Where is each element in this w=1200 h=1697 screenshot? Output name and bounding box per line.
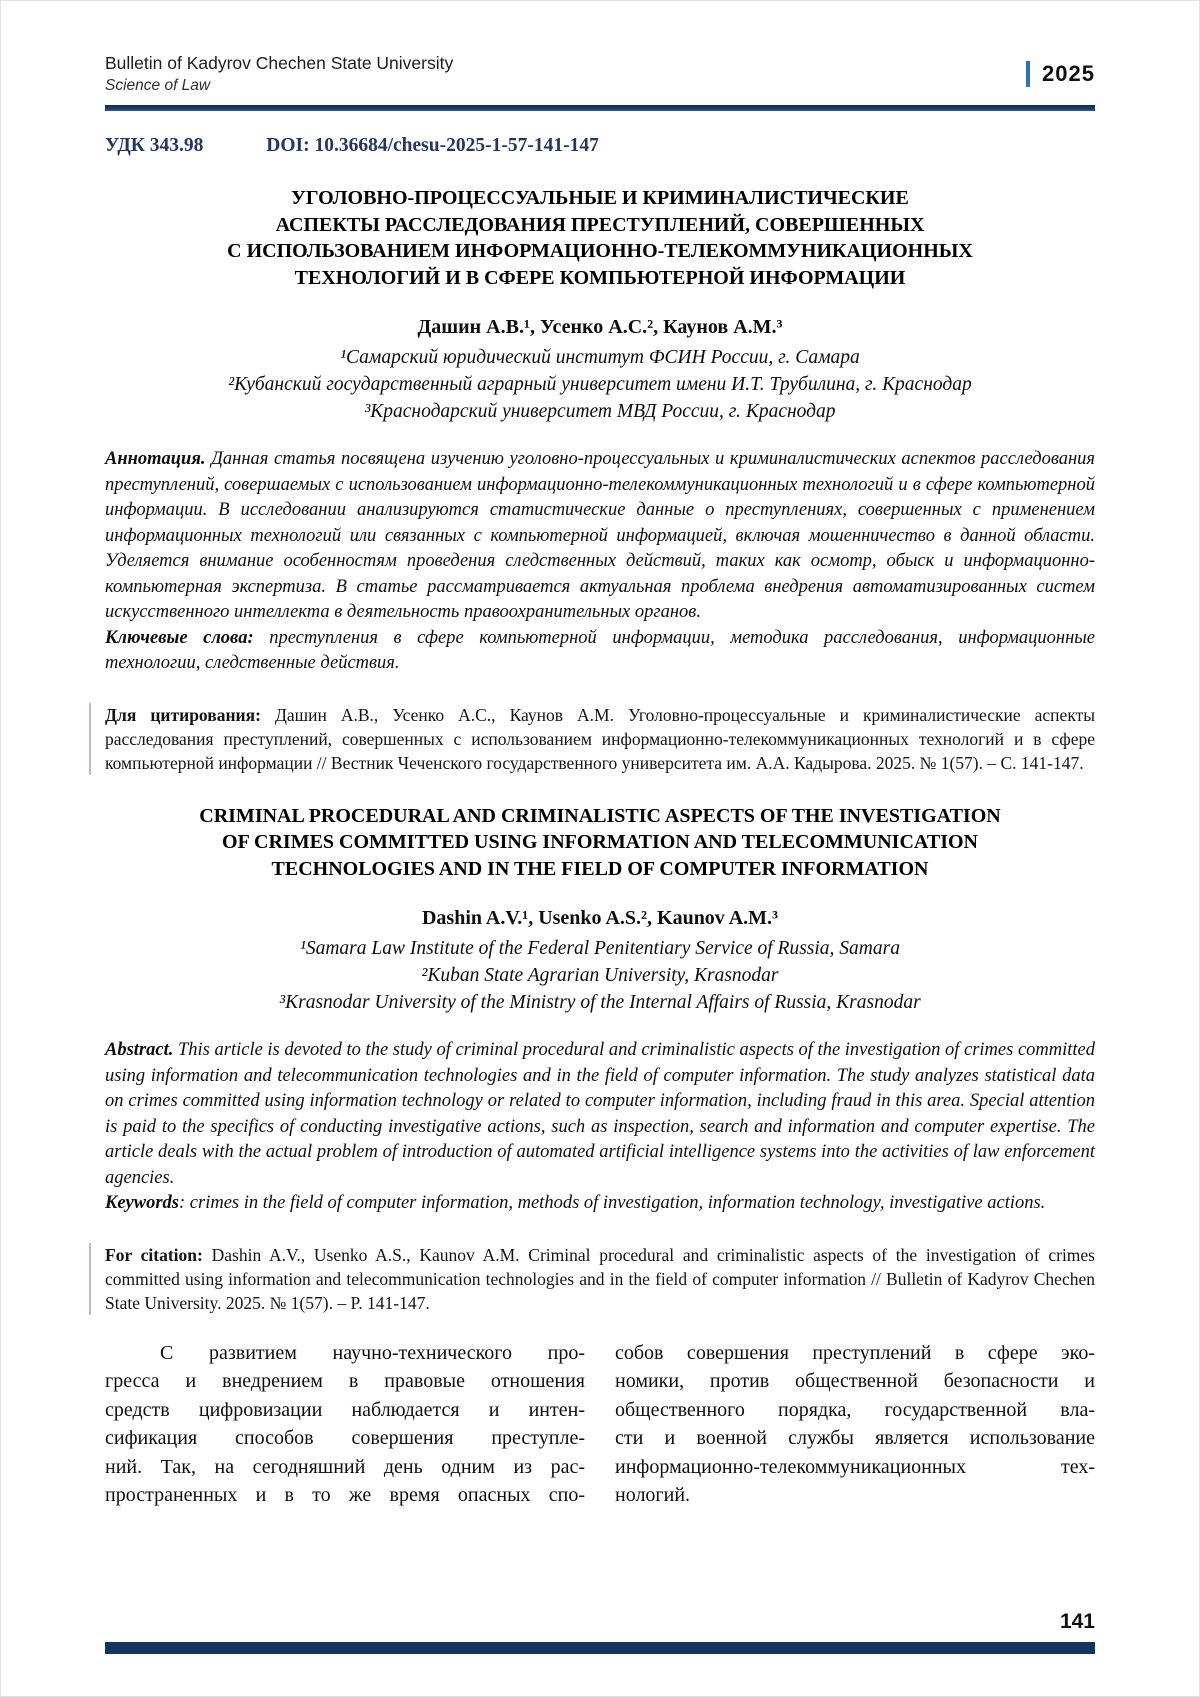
year-divider-bar <box>1026 61 1030 87</box>
journal-year: 2025 <box>1042 61 1095 86</box>
affiliation-en-1: ¹Samara Law Institute of the Federal Penitentiary Service of Russia, Samara <box>300 938 900 959</box>
header-rule <box>105 105 1095 111</box>
page-number: 141 <box>1059 1610 1095 1633</box>
citation-label-ru: Для цитирования: <box>105 704 261 725</box>
udk-code: УДК 343.98 <box>105 135 204 156</box>
affiliations-ru <box>105 344 1095 425</box>
citation-ru <box>89 703 1095 775</box>
journal-title: Bulletin of Kadyrov Chechen State University <box>105 53 454 73</box>
keywords-text-en: : crimes in the field of computer information, methods of investigation, information technology, investigative actions. <box>179 1193 1046 1213</box>
abstract-text-ru: Данная статья посвящена изучению уголовно-процессуальных и криминалистических аспектов расследования преступлений, совершаемых с использованием информационно-телекоммуникационных технологий и в сфере компьютерной информации. В исследовании анализируются статистические данные о преступлениях, совершенных с применением информационных технологий или связанных с компьютерной информацией, включая мошенничество в данной области. Уделяется внимание особенностям проведения следственных действий, таких как осмотр, обыск и информационно-компьютерная экспертиза. В статье рассматривается актуальная проблема внедрения автоматизированных систем искусственного интеллекта в деятельность правоохранительных органов. <box>105 449 1096 622</box>
citation-text-en: Dashin A.V., Usenko A.S., Kaunov A.M. Criminal procedural and criminalistic aspects of the investigation of crimes committed using information and telecommunication technologies and in the field of computer information // Bulletin of Kadyrov Chechen State University. 2025. № 1(57). – P. 141-147. <box>105 1244 1095 1313</box>
meta-line <box>105 135 1095 157</box>
abstract-text-en: This article is devoted to the study of criminal procedural and criminalistic aspects of the investigation of crimes committed using information and telecommunication technologies and in the field of computer information. The study analyzes statistical data on crimes committed using information technology or related to computer information, including fraud in this area. Special attention is paid to the specifics of conducting investigative actions, such as inspection, search and information and computer expertise. The article deals with the actual problem of introduction of automated artificial intelligence systems into the activities of law enforcement agencies. <box>105 1040 1096 1188</box>
affiliation-en-2: ²Kuban State Agrarian University, Krasnodar <box>421 965 779 986</box>
journal-subtitle: Science of Law <box>105 77 211 94</box>
affiliation-en-3: ³Krasnodar University of the Ministry of the Internal Affairs of Russia, Krasnodar <box>279 992 921 1013</box>
journal-identity <box>105 53 453 95</box>
abstract-en <box>105 1038 1095 1191</box>
keywords-ru <box>105 626 1095 677</box>
body-column-left: С развитием научно-технического про- гресса и внедрением в правовые отношения средств цифровизации наблюдается и интен- сификация способов совершения преступле- ний. Так, на сегодняшний день одним из рас- пространенных и в то же время опасных спо- <box>105 1341 585 1506</box>
keywords-label-en: Keywords <box>105 1193 179 1213</box>
keywords-en <box>105 1191 1095 1217</box>
affiliations-en <box>105 935 1095 1016</box>
abstract-label-ru: Аннотация. <box>105 449 206 469</box>
citation-en <box>89 1243 1095 1315</box>
affiliation-ru-2: ²Кубанский государственный аграрный университет имени И.Т. Трубилина, г. Краснодар <box>228 374 972 395</box>
affiliation-ru-3: ³Краснодарский университет МВД России, г. Краснодар <box>364 401 836 422</box>
authors-ru: Дашин А.В.¹, Усенко А.С.², Каунов А.М.³ <box>417 316 783 338</box>
keywords-label-ru: Ключевые слова: <box>105 627 254 648</box>
article-title-en: CRIMINAL PROCEDURAL AND CRIMINALISTIC ASPECTS OF THE INVESTIGATION OF CRIMES COMMITTED USING INFORMATION AND TELECOMMUNICATION TECHNOLOGIES AND IN THE FIELD OF COMPUTER INFORMATION <box>199 804 1001 880</box>
keywords-text-ru: преступления в сфере компьютерной информации, методика расследования, информационные технологии, следственные действия. <box>105 627 1096 673</box>
body-column-right: собов совершения преступлений в сфере эко- номики, против общественной безопасности и общественного порядка, государственной вла- сти и военной службы является использование информационно-телекоммуникационных тех- нологий. <box>615 1341 1095 1506</box>
citation-text-ru: Дашин А.В., Усенко А.С., Каунов А.М. Уголовно-процессуальные и криминалистические аспекты расследования преступлений, совершенных с использованием информационно-телекоммуникационных технологий и в сфере компьютерной информации // Вестник Чеченского государственного университета им. А.А. Кадырова. 2025. № 1(57). – С. 141-147. <box>105 704 1095 773</box>
article-title-ru: УГОЛОВНО-ПРОЦЕССУАЛЬНЫЕ И КРИМИНАЛИСТИЧЕСКИЕ АСПЕКТЫ РАССЛЕДОВАНИЯ ПРЕСТУПЛЕНИЙ, СОВЕРШЕННЫХ С ИСПОЛЬЗОВАНИЕМ ИНФОРМАЦИОННО-ТЕЛЕКОММУНИКАЦИОННЫХ ТЕХНОЛОГИЙ И В СФЕРЕ КОМПЬЮТЕРНОЙ ИНФОРМАЦИИ <box>227 187 973 289</box>
affiliation-ru-1: ¹Самарский юридический институт ФСИН России, г. Самара <box>340 347 860 368</box>
footer-bar <box>105 1642 1095 1654</box>
authors-en: Dashin A.V.¹, Usenko A.S.², Kaunov A.M.³ <box>421 907 779 929</box>
page-header <box>105 53 1095 95</box>
article-body <box>105 1339 1095 1510</box>
citation-label-en: For citation: <box>105 1244 203 1265</box>
abstract-label-en: Abstract. <box>105 1040 174 1060</box>
doi-code: DOI: 10.36684/chesu-2025-1-57-141-147 <box>266 135 599 156</box>
abstract-ru <box>105 447 1095 626</box>
journal-year-block <box>1026 61 1095 87</box>
